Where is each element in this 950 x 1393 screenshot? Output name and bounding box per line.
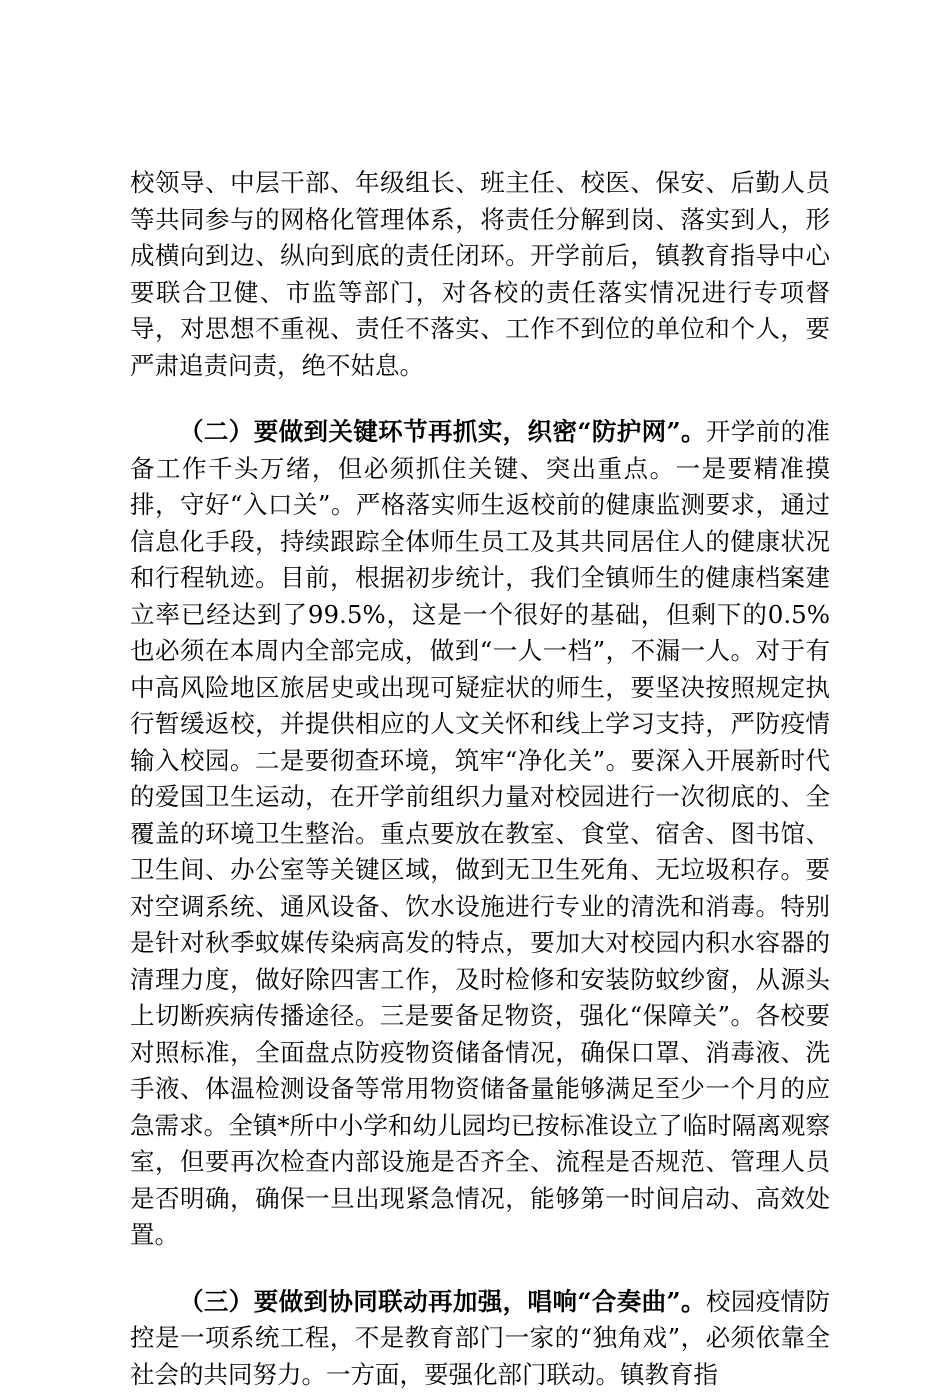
section-two-paragraph	[130, 414, 830, 1254]
paragraph-continuation: 校领导、中层干部、年级组长、班主任、校医、保安、后勤人员等共同参与的网格化管理体系，将责任分解到岗、落实到人，形成横向到边、纵向到底的责任闭环。开学前后，镇教育指导中心要联合卫健、市监等部门，对各校的责任落实情况进行专项督导，对思想不重视、责任不落实、工作不到位的单位和个人，要严肃追责问责，绝不姑息。	[130, 165, 830, 384]
section-two-heading: （二）要做到关键环节再抓实，织密“防护网”。	[179, 417, 706, 446]
paragraph-gap	[130, 384, 830, 414]
section-three-heading: （三）要做到协同联动再加强，唱响“合奏曲”。	[179, 1287, 706, 1316]
section-two-body: 开学前的准备工作千头万绪，但必须抓住关键、突出重点。一是要精准摸排，守好“入口关”。严格落实师生返校前的健康监测要求，通过信息化手段，持续跟踪全体师生员工及其共同居住人的健康状况和行程轨迹。目前，根据初步统计，我们全镇师生的健康档案建立率已经达到了99.5%，这是一个很好的基础，但剩下的0.5%也必须在本周内全部完成，做到“一人一档”，不漏一人。对于有中高风险地区旅居史或出现可疑症状的师生，要坚决按照规定执行暂缓返校，并提供相应的人文关怀和线上学习支持，严防疫情输入校园。二是要彻查环境，筑牢“净化关”。要深入开展新时代的爱国卫生运动，在开学前组织力量对校园进行一次彻底的、全覆盖的环境卫生整治。重点要放在教室、食堂、宿舍、图书馆、卫生间、办公室等关键区域，做到无卫生死角、无垃圾积存。要对空调系统、通风设备、饮水设施进行专业的清洗和消毒。特别是针对秋季蚊媒传染病高发的特点，要加大对校园内积水容器的清理力度，做好除四害工作，及时检修和安装防蚊纱窗，从源头上切断疾病传播途径。三是要备足物资，强化“保障关”。各校要对照标准，全面盘点防疫物资储备情况，确保口罩、消毒液、洗手液、体温检测设备等常用物资储备量能够满足至少一个月的应急需求。全镇*所中小学和幼儿园均已按标准设立了临时隔离观察室，但要再次检查内部设施是否齐全、流程是否规范、管理人员是否明确，确保一旦出现紧急情况，能够第一时间启动、高效处置。	[130, 417, 830, 1249]
document-page	[130, 165, 830, 1393]
section-three-body: 校园疫情防控是一项系统工程，不是教育部门一家的“独角戏”，必须依靠全社会的共同努力。一方面，要强化部门联动。镇教育指	[130, 1287, 830, 1389]
paragraph-gap	[130, 1254, 830, 1284]
section-three-paragraph	[130, 1284, 830, 1393]
